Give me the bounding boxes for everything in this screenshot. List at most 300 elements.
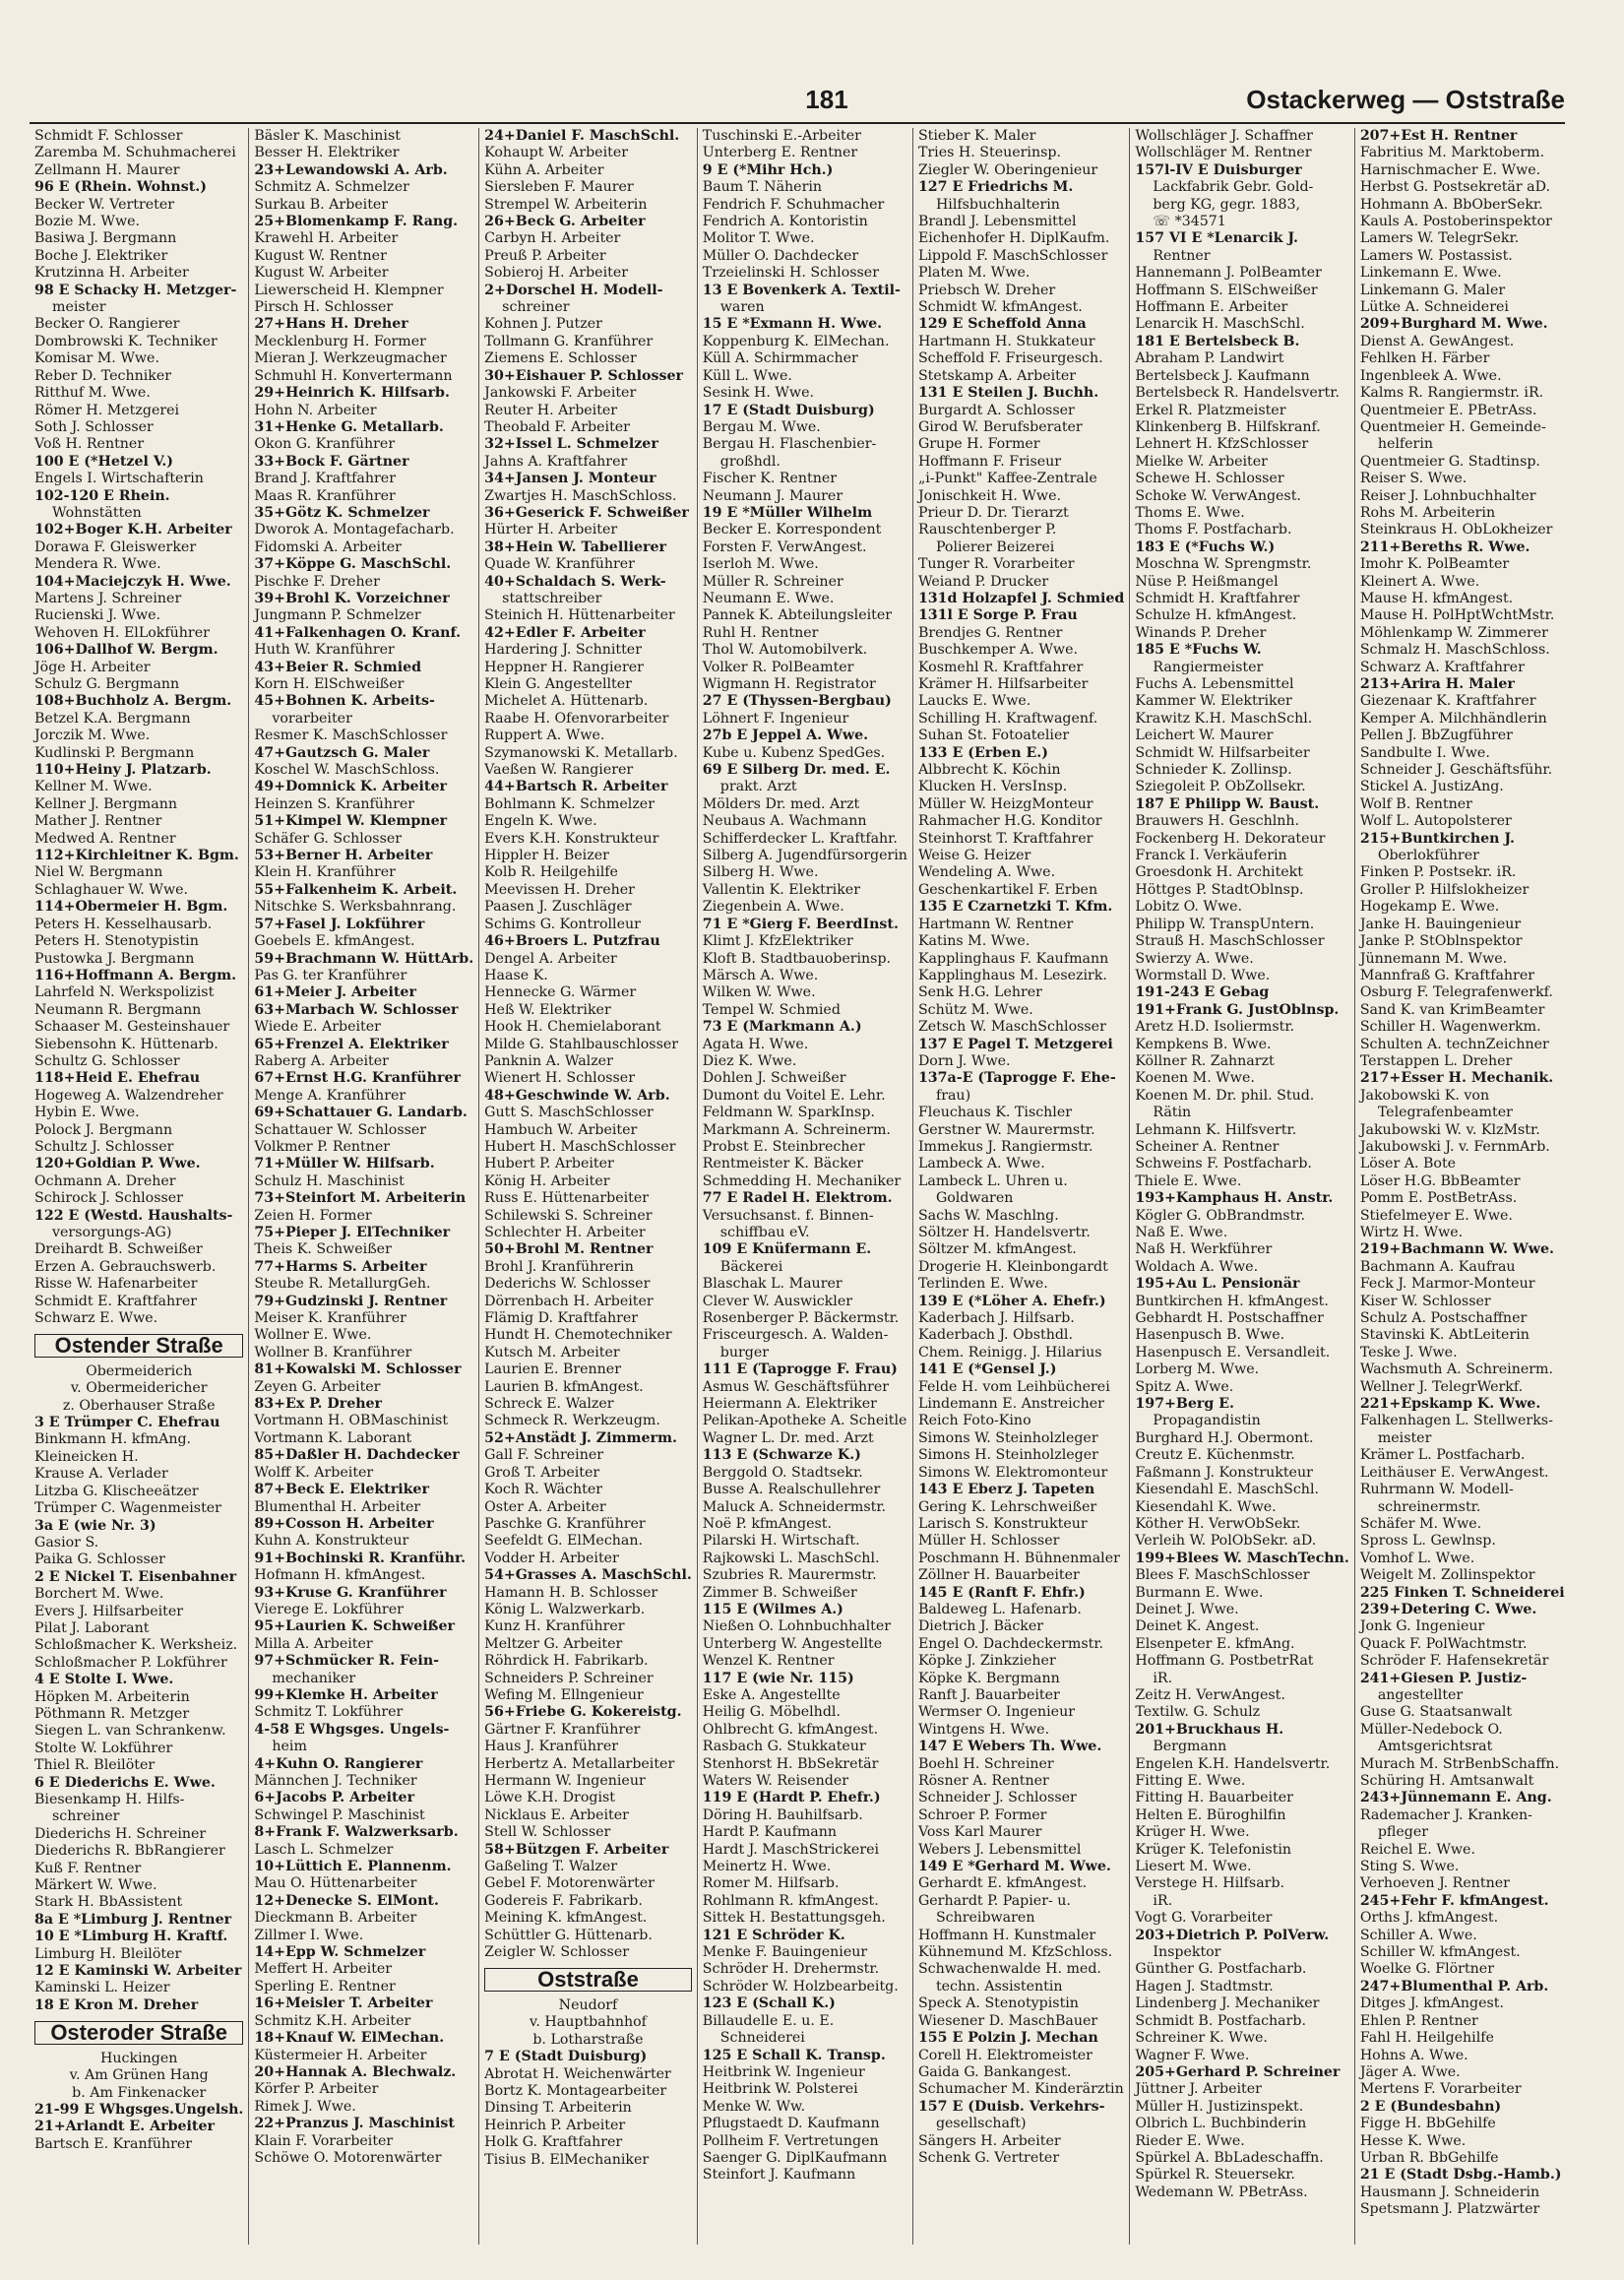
directory-entry: Liesert M. Wwe. <box>1135 1859 1252 1875</box>
directory-entry: Ditges J. kfmAngest. <box>1359 1995 1504 2012</box>
directory-entry: Herbertz A. Metallarbeiter <box>484 1755 675 1772</box>
entry-continuation: schreiner <box>52 1808 120 1825</box>
directory-entry: Clever W. Auswickler <box>702 1293 852 1309</box>
directory-entry: Meevissen H. Dreher <box>484 881 635 898</box>
directory-entry: Meffert H. Arbeiter <box>254 1961 393 1978</box>
directory-entry: Jüttner J. Arbeiter <box>1135 2081 1262 2098</box>
directory-entry: Jorczik M. Wwe. <box>34 728 151 744</box>
directory-entry: Schwingel P. Maschinist <box>254 1806 425 1823</box>
directory-entry: Hermann W. Ingenieur <box>484 1773 646 1789</box>
directory-entry: Scheiner A. Rentner <box>1135 1138 1280 1155</box>
directory-entry: Imohr K. PolBeamter <box>1359 556 1510 573</box>
directory-entry: Kunz H. Kranführer <box>484 1618 625 1635</box>
directory-entry: Krawitz K.H. MaschSchl. <box>1135 710 1313 727</box>
directory-entry: 114+Obermeier H. Bgm. <box>34 899 228 916</box>
directory-entry: Webers J. Lebensmittel <box>917 1841 1082 1858</box>
directory-entry: Schmuhl H. Konvertermann <box>254 367 453 384</box>
directory-entry: 53+Berner H. Arbeiter <box>254 848 433 864</box>
directory-entry: Niel W. Bergmann <box>34 864 163 881</box>
column-7 <box>1354 128 1570 2245</box>
directory-entry: Bäsler K. Maschinist <box>254 128 401 144</box>
directory-entry: Menke W. Ww. <box>702 2098 806 2115</box>
directory-entry: Groller P. Hilfslokheizer <box>1359 881 1530 898</box>
directory-entry: Fidomski A. Arbeiter <box>254 538 402 555</box>
directory-entry: Steinkraus H. ObLokheizer <box>1359 522 1553 538</box>
directory-entry: Szubries R. Maurermstr. <box>702 1567 877 1584</box>
directory-entry: Lenarcik H. MaschSchl. <box>1135 316 1305 333</box>
directory-entry: Poschmann H. Bühnenmaler <box>917 1550 1120 1566</box>
directory-entry: Betzel K.A. Bergmann <box>34 710 191 727</box>
directory-entry: Dederichs W. Schlosser <box>484 1276 651 1293</box>
directory-entry: 21+Arlandt E. Arbeiter <box>34 2119 215 2135</box>
directory-entry: Schröder F. Hafensekretär <box>1359 1653 1549 1670</box>
directory-entry: Stieber K. Maler <box>917 128 1036 144</box>
directory-entry: Schmedding H. Mechaniker <box>702 1172 902 1189</box>
directory-entry: Wehoven H. ElLokführer <box>34 624 210 641</box>
directory-entry: Lorberg M. Wwe. <box>1135 1362 1260 1378</box>
directory-entry: Schmidt H. Kraftfahrer <box>1135 590 1300 606</box>
entry-continuation: versorgungs-AG) <box>52 1225 172 1240</box>
directory-entry: Heiermann A. Elektriker <box>702 1396 877 1413</box>
directory-entry: Gutt S. MaschSchlosser <box>484 1105 654 1121</box>
directory-entry: 4 E Stolte I. Wwe. <box>34 1672 174 1688</box>
directory-entry: Priebsch W. Dreher <box>917 282 1056 298</box>
directory-entry: 93+Kruse G. Kranführer <box>254 1584 447 1601</box>
directory-entry: Schütz M. Wwe. <box>917 1001 1033 1018</box>
entry-continuation: stattschreiber <box>502 590 602 606</box>
directory-entry: Hohn N. Arbeiter <box>254 402 377 418</box>
directory-entry: 18 E Kron M. Dreher <box>34 1996 199 2013</box>
directory-entry: Hoffmann S. ElSchweißer <box>1135 282 1318 298</box>
directory-entry: 40+Schaldach S. Werk- <box>484 573 666 590</box>
directory-entry: Schulz A. Postschaffner <box>1359 1310 1528 1327</box>
directory-entry: Lehmann K. Hilfsvertr. <box>1135 1121 1297 1138</box>
directory-entry: 98 E Schacky H. Metzger- <box>34 282 237 298</box>
street-routing-note: v. Am Grünen Hang <box>69 2067 209 2084</box>
directory-entry: 55+Falkenheim K. Arbeit. <box>254 881 458 898</box>
directory-entry: 143 E Eberz J. Tapeten <box>917 1482 1095 1498</box>
directory-entry: Brand J. Kraftfahrer <box>254 471 396 487</box>
directory-entry: Neubaus A. Wachmann <box>702 813 867 830</box>
directory-entry: Hagen J. Stadtmstr. <box>1135 1978 1274 1995</box>
directory-entry: Larisch S. Konstrukteur <box>917 1515 1088 1532</box>
directory-entry: Mause H. kfmAngest. <box>1359 590 1514 606</box>
directory-entry: Märkert W. Wwe. <box>34 1877 157 1894</box>
directory-entry: 10+Lüttich E. Plannenm. <box>254 1859 452 1875</box>
directory-entry: 43+Beier R. Schmied <box>254 659 422 675</box>
directory-entry: Kiesendahl K. Wwe. <box>1135 1498 1277 1515</box>
directory-entry: Burmann E. Wwe. <box>1135 1584 1264 1601</box>
directory-entry: Komisar M. Wwe. <box>34 350 159 367</box>
directory-entry: 58+Bützgen F. Arbeiter <box>484 1841 669 1858</box>
directory-entry: Girod W. Berufsberater <box>917 418 1083 435</box>
directory-entry: Wefing M. Ellngenieur <box>484 1686 644 1703</box>
directory-entry: Heinrich P. Arbeiter <box>484 2117 626 2133</box>
directory-entry: Mecklenburg H. Former <box>254 333 426 349</box>
directory-entry: 155 E Polzin J. Mechan <box>917 2030 1098 2047</box>
directory-entry: Hippler H. Beizer <box>484 848 609 864</box>
directory-entry: Wormstall D. Wwe. <box>1135 967 1271 983</box>
entry-continuation: Lackfabrik Gebr. Gold- <box>1153 179 1314 196</box>
directory-entry: Schüring H. Amtsanwalt <box>1359 1773 1534 1789</box>
directory-entry: Hennecke G. Wärmer <box>484 984 637 1001</box>
directory-entry: 67+Ernst H.G. Kranführer <box>254 1070 461 1087</box>
directory-entry: Hubert H. MaschSchlosser <box>484 1138 676 1155</box>
directory-entry: Schiller W. kfmAngest. <box>1359 1944 1521 1961</box>
directory-entry: Hofmann H. kfmAngest. <box>254 1567 426 1584</box>
directory-entry: Eske A. Angestellte <box>702 1686 841 1703</box>
directory-entry: Ohlbrecht G. kfmAngest. <box>702 1721 879 1738</box>
entry-continuation: prakt. Arzt <box>719 779 797 795</box>
entry-continuation: mechaniker <box>272 1670 356 1686</box>
directory-entry: Schäfer G. Schlosser <box>254 830 403 847</box>
entry-continuation: pfleger <box>1377 1824 1429 1841</box>
directory-entry: 65+Frenzel A. Elektriker <box>254 1036 449 1052</box>
directory-entry: Wirtz H. Wwe. <box>1359 1225 1464 1240</box>
directory-entry: Lasch L. Schmelzer <box>254 1841 394 1858</box>
directory-entry: Quack F. PolWachtmstr. <box>1359 1635 1528 1652</box>
directory-entry: 121 E Schröder K. <box>702 1927 845 1943</box>
directory-entry: Eichenhofer H. DiplKaufm. <box>917 230 1110 247</box>
directory-entry: Burghard H.J. Obermont. <box>1135 1429 1314 1446</box>
directory-entry: 102+Boger K.H. Arbeiter <box>34 522 232 538</box>
directory-entry: Hasenpusch B. Wwe. <box>1135 1327 1285 1344</box>
entry-continuation: Polierer Beizerei <box>935 538 1055 555</box>
page-number: 181 <box>805 85 848 114</box>
directory-entry: Korn H. ElSchweißer <box>254 676 405 692</box>
directory-entry: Pflugstaedt D. Kaufmann <box>702 2116 880 2132</box>
directory-entry: 75+Pieper J. ElTechniker <box>254 1225 451 1240</box>
directory-entry: Kemper A. Milchhändlerin <box>1359 710 1547 727</box>
directory-entry: Schiller A. Wwe. <box>1359 1927 1477 1943</box>
column-3 <box>478 128 697 2245</box>
directory-entry: Spürkel A. BbLadeschaffn. <box>1135 2149 1324 2166</box>
directory-entry: Lamers W. Postassist. <box>1359 247 1513 264</box>
directory-entry: Dreihardt B. Schweißer <box>34 1241 203 1258</box>
directory-entry: Flämig D. Kraftfahrer <box>484 1310 639 1327</box>
directory-entry: Janke H. Bauingenieur <box>1359 916 1522 932</box>
directory-entry: Schulze H. kfmAngest. <box>1135 607 1297 624</box>
directory-entry: Chem. Reinigg. J. Hilarius <box>917 1344 1102 1361</box>
directory-entry: Wollschläger J. Schaffner <box>1135 128 1313 144</box>
directory-entry: Verhoeven J. Rentner <box>1359 1875 1510 1892</box>
directory-entry: Krause A. Verlader <box>34 1466 168 1483</box>
directory-entry: Quentmeier E. PBetrAss. <box>1359 402 1537 418</box>
directory-entry: Frisceurgesch. A. Walden- <box>702 1327 889 1344</box>
directory-entry: 21-99 E Whgsges.Ungelsh. <box>34 2101 244 2118</box>
directory-entry: 42+Edler F. Arbeiter <box>484 624 646 641</box>
directory-entry: Rentmeister K. Bäcker <box>702 1156 863 1172</box>
directory-entry: 34+Jansen J. Monteur <box>484 471 656 487</box>
directory-entry: Franck I. Verkäuferin <box>1135 848 1287 864</box>
directory-entry: 115 E (Wilmes A.) <box>702 1601 843 1617</box>
directory-entry: Harnischmacher E. Wwe. <box>1359 161 1541 178</box>
directory-entry: Litzba G. Klischeeätzer <box>34 1483 199 1499</box>
directory-entry: Brauwers H. Geschlnh. <box>1135 813 1300 830</box>
directory-entry: Müller-Nedebock O. <box>1359 1721 1503 1738</box>
directory-entry: 127 E Friedrichs M. <box>917 179 1074 196</box>
entry-continuation: burger <box>719 1344 770 1361</box>
directory-entry: Sting S. Wwe. <box>1359 1859 1460 1875</box>
directory-entry: Zeitz H. VerwAngest. <box>1135 1686 1285 1703</box>
directory-entry: Ruppert A. Wwe. <box>484 728 605 744</box>
directory-entry: 32+Issel L. Schmelzer <box>484 436 658 453</box>
directory-entry: Rucienski J. Wwe. <box>34 607 160 624</box>
directory-entry: Jahns A. Kraftfahrer <box>484 453 628 470</box>
directory-entry: Biesenkamp H. Hilfs- <box>34 1792 185 1807</box>
directory-entry: Wienert H. Schlosser <box>484 1070 635 1087</box>
directory-entry: Schultz G. Schlosser <box>34 1052 180 1069</box>
directory-entry: Schneider J. Geschäftsführ. <box>1359 762 1553 779</box>
directory-entry: 29+Heinrich K. Hilfsarb. <box>254 385 450 402</box>
directory-entry: Heinzen S. Kranführer <box>254 795 415 812</box>
directory-entry: Kleineicken H. <box>34 1448 139 1465</box>
directory-entry: Urban R. BbGehilfe <box>1359 2149 1499 2166</box>
directory-entry: Röhrdick H. Fabrikarb. <box>484 1653 649 1670</box>
directory-entry: Dumont du Voitel E. Lehr. <box>702 1087 886 1104</box>
directory-entry: Vortmann H. OBMaschinist <box>254 1413 449 1429</box>
directory-entry: Leithäuser E. VerwAngest. <box>1359 1464 1549 1481</box>
directory-entry: 141 E (*Gensel J.) <box>917 1362 1057 1378</box>
directory-entry: Fischer K. Rentner <box>702 471 838 487</box>
directory-entry: Creutz E. Küchenmstr. <box>1135 1447 1295 1464</box>
directory-entry: Reuter H. Arbeiter <box>484 402 618 418</box>
directory-entry: Kutsch M. Arbeiter <box>484 1344 620 1361</box>
directory-entry: Jonischkeit H. Wwe. <box>917 487 1061 504</box>
directory-entry: Silberg A. Jugendfürsorgerin <box>702 848 907 864</box>
directory-entry: Bergau M. Wwe. <box>702 418 821 435</box>
directory-entry: Waters W. Reisender <box>702 1773 849 1789</box>
directory-entry: Lippold F. MaschSchlosser <box>917 247 1108 264</box>
directory-entry: Stiefelmeyer E. Wwe. <box>1359 1207 1513 1224</box>
directory-entry: Vodder H. Arbeiter <box>484 1550 619 1566</box>
directory-entry: Kloft B. Stadtbauoberinsp. <box>702 950 892 967</box>
directory-entry: 117 E (wie Nr. 115) <box>702 1670 854 1686</box>
directory-entry: Brohl J. Kranführerin <box>484 1258 634 1275</box>
directory-entry: Terlinden E. Wwe. <box>917 1276 1048 1293</box>
street-routing-note: Huckingen <box>100 2050 178 2066</box>
directory-entry: Wilken W. Wwe. <box>702 984 816 1001</box>
directory-entry: Dohlen J. Schweißer <box>702 1070 846 1087</box>
directory-entry: Oster A. Arbeiter <box>484 1498 606 1515</box>
directory-entry: Stolte W. Lokführer <box>34 1740 173 1756</box>
directory-entry: Bartsch E. Kranführer <box>34 2135 193 2152</box>
directory-entry: Voß H. Rentner <box>34 436 145 453</box>
directory-entry: Schifferdecker L. Kraftfahr. <box>702 830 898 847</box>
directory-entry: Neumann R. Bergmann <box>34 1001 202 1018</box>
directory-entry: Raberg A. Arbeiter <box>254 1052 389 1069</box>
directory-entry: 147 E Webers Th. Wwe. <box>917 1739 1102 1755</box>
directory-entry: Okon G. Kranführer <box>254 436 396 453</box>
directory-entry: Rösner A. Rentner <box>917 1773 1049 1789</box>
directory-entry: 110+Heiny J. Platzarb. <box>34 762 212 779</box>
directory-entry: 137 E Pagel T. Metzgerei <box>917 1036 1113 1052</box>
directory-entry: Baldeweg L. Hafenarb. <box>917 1601 1082 1617</box>
directory-entry: Laurien B. kfmAngest. <box>484 1378 644 1395</box>
directory-entry: Baum T. Näherin <box>702 179 823 196</box>
directory-entry: Sesink H. Wwe. <box>702 385 814 402</box>
entry-continuation: Rätin <box>1153 1105 1192 1121</box>
directory-entry: Schumacher M. Kinderärztin <box>917 2081 1124 2098</box>
directory-entry: Schüttler G. Hüttenarb. <box>484 1927 653 1943</box>
page-header <box>30 81 1565 122</box>
directory-entry: 243+Jünnemann E. Ang. <box>1359 1790 1552 1806</box>
directory-entry: Schmidt W. kfmAngest. <box>917 299 1083 316</box>
directory-entry: Dorawa F. Gleiswerker <box>34 538 197 555</box>
directory-entry: Simons W. Elektromonteur <box>917 1464 1108 1481</box>
entry-continuation: Schneiderei <box>719 2030 805 2047</box>
directory-entry: 100 E (*Hetzel V.) <box>34 453 174 470</box>
directory-entry: Blees F. MaschSchlosser <box>1135 1567 1310 1584</box>
directory-entry: Thiel R. Bleilöter <box>34 1757 156 1774</box>
directory-entry: Lindenberg J. Mechaniker <box>1135 1995 1320 2012</box>
street-heading: Osteroder Straße <box>34 2021 243 2044</box>
directory-entry: 135 E Czarnetzki T. Kfm. <box>917 899 1113 916</box>
directory-entry: Naß H. Werkführer <box>1135 1241 1273 1258</box>
directory-entry: 27+Hans H. Dreher <box>254 316 408 333</box>
directory-entry: Ruhl H. Rentner <box>702 624 819 641</box>
directory-entry: Deinet K. Angest. <box>1135 1618 1260 1635</box>
directory-entry: 137a-E (Taprogge F. Ehe- <box>917 1070 1116 1087</box>
directory-entry: Kiesendahl E. MaschSchl. <box>1135 1482 1319 1498</box>
directory-entry: Schulz H. Maschinist <box>254 1172 405 1189</box>
directory-entry: Molitor T. Wwe. <box>702 230 815 247</box>
directory-entry: Rauschtenberger P. <box>917 522 1057 538</box>
column-1 <box>30 128 248 2245</box>
directory-entry: Borchert M. Wwe. <box>34 1586 164 1603</box>
directory-entry: Schmeck R. Werkzeugm. <box>484 1413 660 1429</box>
directory-entry: Schmidt B. Postfacharb. <box>1135 2012 1306 2029</box>
directory-entry: Fehlken H. Färber <box>1359 350 1490 367</box>
directory-entry: Naß E. Wwe. <box>1135 1225 1228 1240</box>
directory-entry: „i-Punkt" Kaffee-Zentrale <box>917 471 1097 487</box>
directory-entry: Krämer L. Postfacharb. <box>1359 1447 1526 1464</box>
directory-entry: Nüse P. Heißmangel <box>1135 573 1279 590</box>
directory-entry: 6+Jacobs P. Arbeiter <box>254 1790 415 1806</box>
directory-entry: Theobald F. Arbeiter <box>484 418 630 435</box>
directory-entry: 38+Hein W. Tabellierer <box>484 538 666 555</box>
directory-entry: Dienst A. GewAngest. <box>1359 333 1515 349</box>
directory-entry: Groesdonk H. Architekt <box>1135 864 1303 881</box>
directory-entry: Haus J. Kranführer <box>484 1739 618 1755</box>
directory-entry: Zimmer B. Schweißer <box>702 1584 857 1601</box>
directory-entry: Bertelsbeck R. Handelsvertr. <box>1135 385 1340 402</box>
directory-entry: Klein G. Angestellter <box>484 676 632 692</box>
directory-entry: Körfer P. Arbeiter <box>254 2081 379 2098</box>
directory-entry: Silberg H. Wwe. <box>702 864 819 881</box>
directory-entry: Schulz G. Bergmann <box>34 676 180 692</box>
directory-entry: 109 E Knüfermann E. <box>702 1241 872 1258</box>
directory-entry: 217+Esser H. Mechanik. <box>1359 1070 1554 1087</box>
directory-entry: Billaudelle E. u. E. <box>702 2012 835 2029</box>
directory-entry: Swierzy A. Wwe. <box>1135 950 1254 967</box>
directory-entry: Besser H. Elektriker <box>254 145 400 161</box>
directory-entry: Hoffmann E. Arbeiter <box>1135 299 1288 316</box>
directory-entry: 24+Daniel F. MaschSchl. <box>484 128 680 144</box>
directory-entry: Suhan St. Fotoatelier <box>917 728 1070 744</box>
directory-entry: Bergau H. Flaschenbier- <box>702 436 877 453</box>
directory-entry: Spetsmann J. Platzwärter <box>1359 2201 1540 2218</box>
directory-entry: Löwe K.H. Drogist <box>484 1790 615 1806</box>
entry-continuation: Inspektor <box>1153 1944 1221 1961</box>
directory-entry: Jakubowski J. v. FernmArb. <box>1359 1138 1550 1155</box>
directory-entry: Gebel F. Motorenwärter <box>484 1875 655 1892</box>
directory-entry: Janke P. StOblnspektor <box>1359 933 1523 950</box>
directory-entry: 219+Bachmann W. Wwe. <box>1359 1241 1554 1258</box>
directory-entry: Schreck E. Walzer <box>484 1396 614 1413</box>
directory-entry: Hybin E. Wwe. <box>34 1105 140 1121</box>
directory-entry: Kosmehl R. Kraftfahrer <box>917 659 1084 675</box>
directory-entry: Gall F. Schreiner <box>484 1447 604 1464</box>
directory-entry: Mieran J. Werkzeugmacher <box>254 350 447 367</box>
directory-entry: 8+Frank F. Walzwerksarb. <box>254 1824 459 1841</box>
entry-continuation: Propagandistin <box>1153 1413 1261 1429</box>
directory-entry: Abrotat H. Weichenwärter <box>484 2065 671 2082</box>
directory-entry: Löser A. Bote <box>1359 1156 1457 1172</box>
directory-entry: Sittek H. Bestattungsgeh. <box>702 1910 886 1927</box>
directory-entry: Bertelsbeck J. Kaufmann <box>1135 367 1310 384</box>
directory-entry: Hoffmann F. Friseur <box>917 453 1062 470</box>
directory-entry: Diederichs R. BbRangierer <box>34 1843 225 1860</box>
directory-entry: Reiser J. Lohnbuchhalter <box>1359 487 1536 504</box>
directory-entry: Jäger A. Wwe. <box>1359 2063 1461 2080</box>
directory-entry: Steube R. MetallurgGeh. <box>254 1276 431 1293</box>
directory-entry: 87+Beck E. Elektriker <box>254 1482 429 1498</box>
directory-entry: Rosenberger P. Bäckermstr. <box>702 1310 900 1327</box>
directory-entry: Engeln K. Wwe. <box>484 813 597 830</box>
directory-entry: 25+Blomenkamp F. Rang. <box>254 214 459 230</box>
directory-entry: Jakubowski W. v. KlzMstr. <box>1359 1121 1540 1138</box>
directory-entry: Spürkel R. Steuersekr. <box>1135 2167 1295 2184</box>
directory-entry: Kapplinghaus F. Kaufmann <box>917 950 1109 967</box>
directory-entry: Engels I. Wirtschafterin <box>34 471 204 487</box>
directory-entry: Kammer W. Elektriker <box>1135 693 1292 710</box>
directory-entry: Fendrich A. Kontoristin <box>702 214 868 230</box>
directory-entry: Köllner R. Zahnarzt <box>1135 1052 1275 1069</box>
directory-entry: Brendjes G. Rentner <box>917 624 1063 641</box>
directory-entry: 57+Fasel J. Lokführer <box>254 916 425 932</box>
directory-entry: Pustowka J. Bergmann <box>34 950 195 967</box>
directory-entry: 203+Dietrich P. PolVerw. <box>1135 1927 1330 1943</box>
directory-entry: Schoke W. VerwAngest. <box>1135 487 1301 504</box>
directory-entry: Fockenberg H. Dekorateur <box>1135 830 1326 847</box>
directory-entry: Blaschak L. Maurer <box>702 1276 843 1293</box>
directory-entry: Vallentin K. Elektriker <box>702 881 860 898</box>
directory-entry: Sandbulte I. Wwe. <box>1359 744 1490 761</box>
directory-entry: 195+Au L. Pensionär <box>1135 1276 1300 1293</box>
directory-entry: 39+Brohl K. Vorzeichner <box>254 590 450 606</box>
directory-entry: Günther G. Postfacharb. <box>1135 1961 1307 1978</box>
directory-entry: Ritthuf M. Wwe. <box>34 385 151 402</box>
directory-entry: Paika G. Schlosser <box>34 1552 165 1568</box>
directory-entry: Fuchs A. Lebensmittel <box>1135 676 1294 692</box>
directory-entry: Weise G. Heizer <box>917 848 1031 864</box>
directory-entry: Kugust W. Rentner <box>254 247 387 264</box>
directory-entry: 9 E (*Mihr Hch.) <box>702 161 834 178</box>
entry-continuation: Bäckerei <box>719 1258 783 1275</box>
directory-entry: Müller W. HeizgMonteur <box>917 795 1093 812</box>
directory-entry: Krüger K. Telefonistin <box>1135 1841 1292 1858</box>
page-title: Ostackerweg — Oststraße <box>1246 85 1565 114</box>
street-routing-note: v. Obermeidericher <box>70 1380 208 1397</box>
directory-entry: Corell H. Elektromeister <box>917 2047 1093 2063</box>
directory-entry: 129 E Scheffold Anna <box>917 316 1087 333</box>
directory-entry: Löhnert F. Ingenieur <box>702 710 849 727</box>
directory-entry: 12 E Kaminski W. Arbeiter <box>34 1963 242 1980</box>
directory-entry: Sachs W. Maschlng. <box>917 1207 1059 1224</box>
directory-entry: Pannek K. Abteilungsleiter <box>702 607 893 624</box>
directory-entry: Laurien E. Brenner <box>484 1362 621 1378</box>
